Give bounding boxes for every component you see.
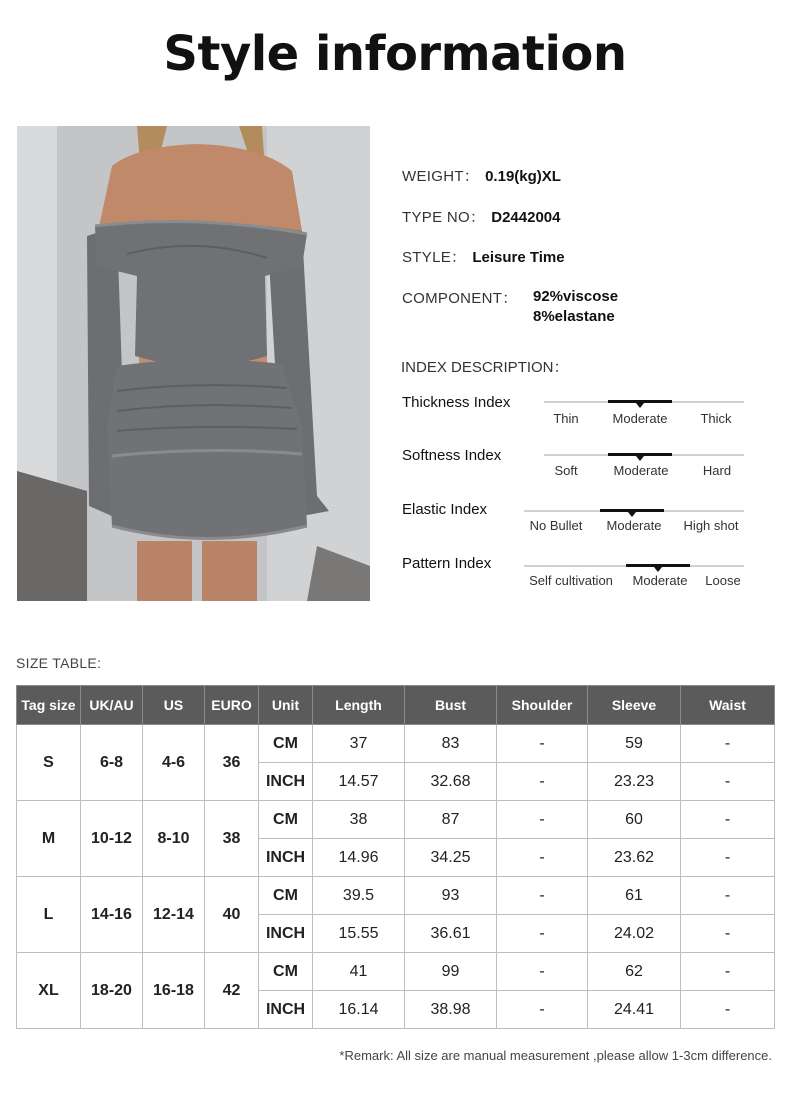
length-cell: 14.96 [313,839,405,877]
shoulder-cell: - [497,953,588,991]
header-sleeve: Sleeve [588,686,681,725]
header-euro: EURO [205,686,259,725]
elastic-option-moderate: Moderate [606,518,662,533]
waist-cell: - [681,725,775,763]
waist-cell: - [681,991,775,1029]
uk-au-cell: 14-16 [81,877,143,953]
size-table-header-row [17,686,775,725]
euro-cell: 42 [205,953,259,1029]
bust-cell: 83 [405,725,497,763]
header-length: Length [313,686,405,725]
thickness-option-moderate: Moderate [612,411,668,426]
unit-cell: CM [259,877,313,915]
unit-cell: CM [259,953,313,991]
waist-cell: - [681,915,775,953]
unit-cell: INCH [259,763,313,801]
sleeve-cell: 24.41 [588,991,681,1029]
length-cell: 41 [313,953,405,991]
sleeve-cell: 23.62 [588,839,681,877]
sleeve-cell: 62 [588,953,681,991]
spec-weight [402,165,561,186]
us-cell: 12-14 [143,877,205,953]
softness-option-soft: Soft [554,463,578,478]
euro-cell: 38 [205,801,259,877]
tag-size-cell: S [17,725,81,801]
shoulder-cell: - [497,991,588,1029]
shoulder-cell: - [497,801,588,839]
model-illustration [17,126,370,601]
elastic-pointer-icon [628,512,636,517]
length-cell: 14.57 [313,763,405,801]
pattern-option-self-cultivation: Self cultivation [529,573,613,588]
pattern-option-moderate: Moderate [632,573,688,588]
index-description-heading: INDEX DESCRIPTION： [401,359,569,376]
weight-label: WEIGHT： [402,168,480,185]
length-cell: 37 [313,725,405,763]
pattern-option-loose: Loose [705,573,741,588]
header-us: US [143,686,205,725]
unit-cell: CM [259,725,313,763]
thickness-pointer-icon [636,403,644,408]
header-uk-au: UK/AU [81,686,143,725]
length-cell: 16.14 [313,991,405,1029]
thickness-index-label: Thickness Index [402,394,511,411]
us-cell: 16-18 [143,953,205,1029]
tag-size-cell: L [17,877,81,953]
shoulder-cell: - [497,839,588,877]
component-label: COMPONENT： [402,290,518,307]
type-no-label: TYPE NO： [402,209,486,226]
waist-cell: - [681,839,775,877]
us-cell: 4-6 [143,725,205,801]
spec-type-no [402,206,560,227]
weight-value: 0.19(kg)XL [485,168,561,185]
waist-cell: - [681,953,775,991]
page-title: Style information [163,26,627,82]
spec-style [402,246,565,267]
style-value: Leisure Time [472,249,565,266]
sleeve-cell: 24.02 [588,915,681,953]
pattern-pointer-icon [654,567,662,572]
tag-size-cell: M [17,801,81,877]
table-row [17,953,775,991]
softness-pointer-icon [636,456,644,461]
table-row [17,725,775,763]
elastic-index-label: Elastic Index [402,501,488,518]
length-cell: 38 [313,801,405,839]
waist-cell: - [681,877,775,915]
bust-cell: 99 [405,953,497,991]
type-no-value: D2442004 [491,209,561,226]
shoulder-cell: - [497,725,588,763]
spec-component [402,287,518,308]
waist-cell: - [681,801,775,839]
unit-cell: INCH [259,839,313,877]
length-cell: 15.55 [313,915,405,953]
uk-au-cell: 18-20 [81,953,143,1029]
component-line-2: 8%elastane [533,308,615,325]
thickness-option-thick: Thick [700,411,732,426]
euro-cell: 36 [205,725,259,801]
sleeve-cell: 23.23 [588,763,681,801]
header-unit: Unit [259,686,313,725]
shoulder-cell: - [497,763,588,801]
shoulder-cell: - [497,915,588,953]
waist-cell: - [681,763,775,801]
sleeve-cell: 61 [588,877,681,915]
component-line-1: 92%viscose [533,288,619,305]
table-row [17,877,775,915]
us-cell: 8-10 [143,801,205,877]
length-cell: 39.5 [313,877,405,915]
shoulder-cell: - [497,877,588,915]
unit-cell: INCH [259,915,313,953]
tag-size-cell: XL [17,953,81,1029]
size-table-caption: SIZE TABLE: [16,655,102,671]
euro-cell: 40 [205,877,259,953]
unit-cell: CM [259,801,313,839]
header-tag-size: Tag size [17,686,81,725]
measurement-remark: *Remark: All size are manual measurement ,please allow 1-3cm difference. [339,1048,772,1063]
header-waist: Waist [681,686,775,725]
unit-cell: INCH [259,991,313,1029]
bust-cell: 36.61 [405,915,497,953]
sleeve-cell: 60 [588,801,681,839]
uk-au-cell: 6-8 [81,725,143,801]
bust-cell: 93 [405,877,497,915]
table-row [17,801,775,839]
header-shoulder: Shoulder [497,686,588,725]
size-table [16,685,775,1029]
style-label: STYLE： [402,249,467,266]
softness-option-moderate: Moderate [613,463,669,478]
bust-cell: 38.98 [405,991,497,1029]
bust-cell: 87 [405,801,497,839]
elastic-option-no-bullet: No Bullet [529,518,583,533]
bust-cell: 32.68 [405,763,497,801]
softness-index-label: Softness Index [402,447,502,464]
softness-option-hard: Hard [702,463,732,478]
product-photo [17,126,370,601]
pattern-index-label: Pattern Index [402,555,492,572]
thickness-option-thin: Thin [553,411,579,426]
sleeve-cell: 59 [588,725,681,763]
header-bust: Bust [405,686,497,725]
component-value [533,287,618,327]
uk-au-cell: 10-12 [81,801,143,877]
elastic-option-high-shot: High shot [683,518,739,533]
bust-cell: 34.25 [405,839,497,877]
